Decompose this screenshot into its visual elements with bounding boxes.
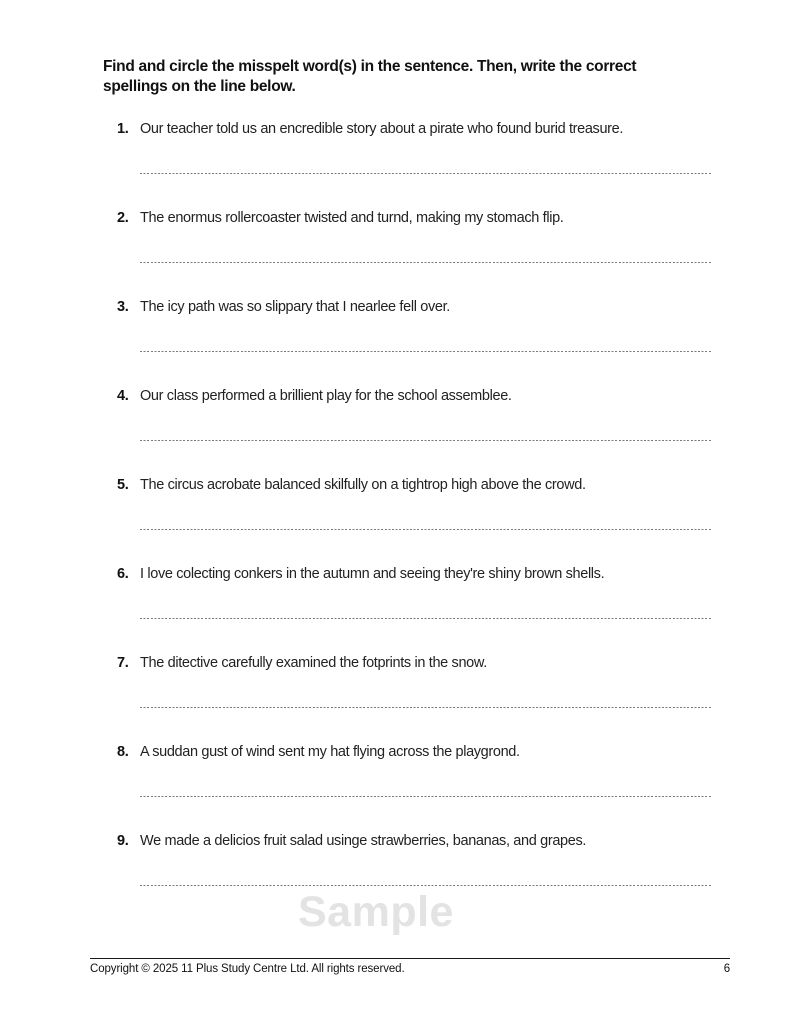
instruction-line-2: spellings on the line below. [103,78,296,95]
question-item [117,119,713,174]
question-sentence: I love colecting conkers in the autumn and seeing they're shiny brown shells. [140,566,605,582]
answer-line [140,440,712,442]
question-sentence: A suddan gust of wind sent my hat flying across the playgrond. [140,744,520,760]
answer-line [140,707,712,709]
answer-line [140,885,712,887]
question-number: 6. [117,566,129,582]
question-number: 2. [117,210,129,226]
question-number: 4. [117,388,129,404]
question-sentence: Our teacher told us an encredible story about a pirate who found burid treasure. [140,121,624,137]
answer-line [140,173,712,175]
footer-copyright: Copyright © 2025 11 Plus Study Centre Ltd. All rights reserved. [90,963,405,975]
question-sentence-row [117,386,713,406]
question-sentence-row [117,119,713,139]
question-item [117,208,713,263]
answer-line [140,796,712,798]
footer-page-number: 6 [723,963,730,975]
question-sentence-row [117,742,713,762]
question-sentence-row [117,475,713,495]
question-sentence: The icy path was so slippary that I nearlee fell over. [140,299,450,315]
page-footer [90,958,730,975]
question-item [117,297,713,352]
answer-line [140,351,712,353]
answer-line [140,618,712,620]
question-sentence: The enormus rollercoaster twisted and turnd, making my stomach flip. [140,210,564,226]
question-sentence-row [117,297,713,317]
question-number: 7. [117,655,129,671]
question-sentence: We made a delicios fruit salad usinge strawberries, bananas, and grapes. [140,833,587,849]
question-sentence: The circus acrobate balanced skilfully on a tightrop high above the crowd. [140,477,586,493]
question-number: 5. [117,477,129,493]
question-number: 3. [117,299,129,315]
question-number: 8. [117,744,129,760]
question-number: 9. [117,833,129,849]
answer-line [140,529,712,531]
sample-watermark: Sample [298,888,454,936]
question-sentence-row [117,208,713,228]
question-item [117,742,713,797]
question-item [117,653,713,708]
question-item [117,831,713,886]
question-sentence: Our class performed a brillient play for the school assemblee. [140,388,512,404]
question-sentence-row [117,831,713,851]
question-item [117,564,713,619]
question-sentence-row [117,564,713,584]
question-sentence-row [117,653,713,673]
question-list [117,119,713,920]
question-number: 1. [117,121,129,137]
instruction-heading [103,57,636,97]
instruction-line-1: Find and circle the misspelt word(s) in the sentence. Then, write the correct [103,58,637,75]
question-item [117,475,713,530]
question-item [117,386,713,441]
answer-line [140,262,712,264]
question-sentence: The ditective carefully examined the fotprints in the snow. [140,655,487,671]
